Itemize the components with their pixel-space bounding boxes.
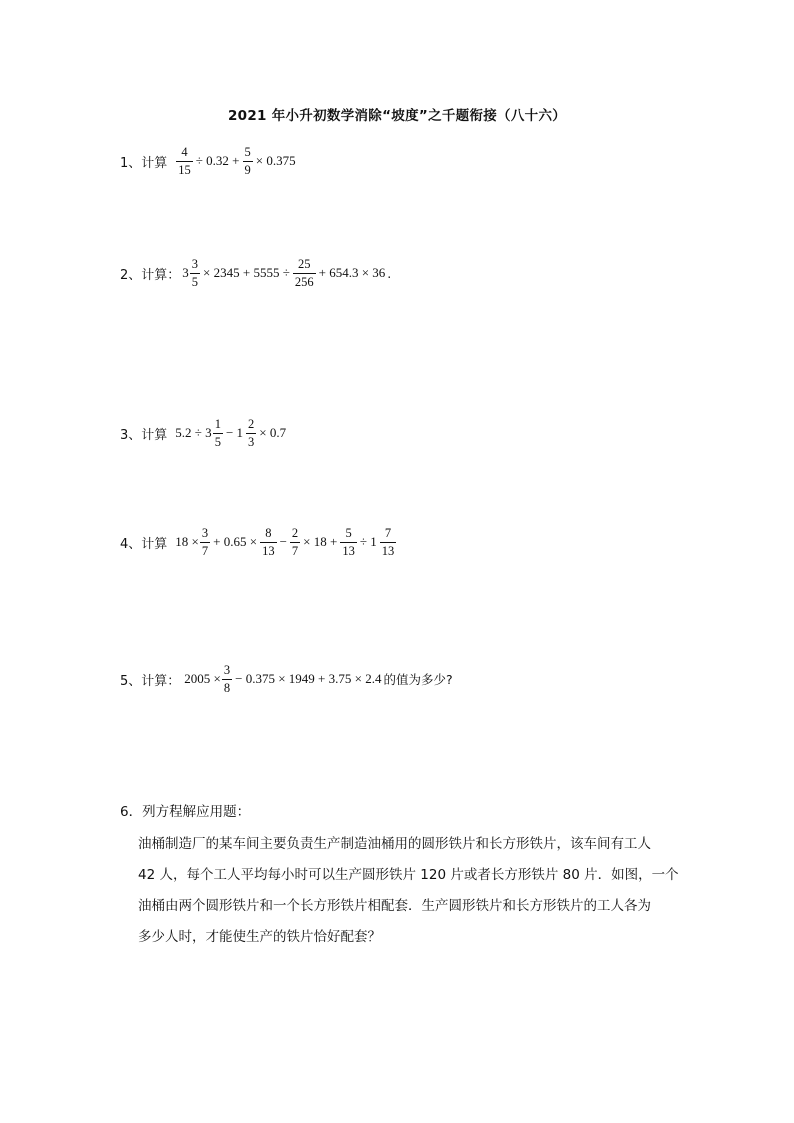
math-expression <box>175 527 397 557</box>
numerator: 3 <box>223 663 231 677</box>
math-expression <box>175 418 288 448</box>
fraction <box>290 527 300 557</box>
expression-term: − 1 <box>225 425 244 440</box>
expression-term: ÷ 0.32 + <box>195 153 240 168</box>
problem-label: 计算 <box>141 427 168 443</box>
math-expression <box>175 146 297 176</box>
problem-5 <box>120 664 453 694</box>
expression-term: − 0.375 × 1949 + 3.75 × 2.4 <box>235 671 382 686</box>
numerator: 5 <box>244 145 251 159</box>
expression-term: 18 × <box>175 534 199 549</box>
word-problem-line: 油桶由两个圆形铁片和一个长方形铁片相配套．生产圆形铁片和长方形铁片的工人各为 <box>138 898 651 914</box>
numerator: 2 <box>291 526 299 540</box>
expression-term: × 18 + <box>303 534 338 549</box>
word-problem-line: 油桶制造厂的某车间主要负责生产制造油桶用的圆形铁片和长方形铁片，该车间有工人 <box>138 836 651 852</box>
page-title: 2021 年小升初数学消除“坡度”之千题衔接（八十六） <box>227 108 567 124</box>
fraction <box>222 664 232 694</box>
fraction <box>176 146 193 176</box>
problem-6 <box>120 800 690 953</box>
denominator: 8 <box>223 680 231 695</box>
word-problem-heading: 6．列方程解应用题： <box>120 804 251 820</box>
denominator: 13 <box>262 543 275 558</box>
denominator: 13 <box>342 543 355 558</box>
numerator: 7 <box>384 526 392 540</box>
word-problem-body <box>120 829 690 953</box>
problem-label: 计算 <box>141 536 168 552</box>
numerator: 1 <box>214 417 221 431</box>
fraction <box>213 418 223 448</box>
expression-term: × 2345 + 5555 ÷ <box>203 265 290 280</box>
denominator: 5 <box>191 274 199 289</box>
expression-term: + 0.65 × <box>213 534 258 549</box>
math-expression <box>184 664 452 694</box>
problem-label: 计算 <box>141 155 168 171</box>
numerator: 4 <box>181 145 188 159</box>
problem-number: 3、 <box>120 427 142 443</box>
numerator: 25 <box>297 257 311 271</box>
problem-label: 计算： <box>141 267 181 283</box>
denominator: 256 <box>294 274 314 289</box>
fraction <box>340 527 357 557</box>
denominator: 3 <box>248 434 255 449</box>
expression-tail: 的值为多少? <box>383 672 453 687</box>
problem-number: 5、 <box>120 673 142 689</box>
expression-term: × 0.375 <box>255 153 296 168</box>
expression-term: + 654.3 × 36 <box>318 265 386 280</box>
whole-number: 3 <box>182 265 189 280</box>
denominator: 13 <box>381 543 395 558</box>
expression-term: 2005 × <box>184 671 221 686</box>
fraction <box>380 527 397 557</box>
numerator: 2 <box>248 417 255 431</box>
expression-term: ÷ 1 <box>359 534 377 549</box>
word-problem-line: 42 人，每个工人平均每小时可以生产圆形铁片 120 片或者长方形铁片 80 片．如图，一个 <box>138 867 679 883</box>
problem-number: 2、 <box>120 267 142 283</box>
fraction <box>260 527 277 557</box>
expression-term: 5.2 ÷ 3 <box>175 425 212 440</box>
denominator: 7 <box>291 543 299 558</box>
denominator: 5 <box>214 434 221 449</box>
denominator: 9 <box>244 162 251 177</box>
problem-4 <box>120 527 397 557</box>
expression-term: − <box>279 534 287 549</box>
numerator: 5 <box>345 526 352 540</box>
problem-label: 计算： <box>141 673 181 689</box>
fraction <box>243 146 253 176</box>
denominator: 15 <box>178 162 191 177</box>
fraction <box>190 258 200 288</box>
problem-3 <box>120 418 288 448</box>
problem-1 <box>120 146 298 176</box>
numerator: 3 <box>191 257 199 271</box>
numerator: 3 <box>201 526 209 540</box>
problem-number: 4、 <box>120 536 142 552</box>
fraction <box>246 418 256 448</box>
expression-term: × 0.7 <box>259 425 287 440</box>
denominator: 7 <box>201 543 209 558</box>
fraction <box>200 527 210 557</box>
math-expression <box>182 258 391 288</box>
problem-2 <box>120 258 391 288</box>
expression-tail: . <box>387 265 392 281</box>
word-problem-line: 多少人时，才能使生产的铁片恰好配套？ <box>138 929 381 945</box>
problem-number: 1、 <box>120 155 142 171</box>
numerator: 8 <box>265 526 272 540</box>
fraction <box>293 258 316 288</box>
